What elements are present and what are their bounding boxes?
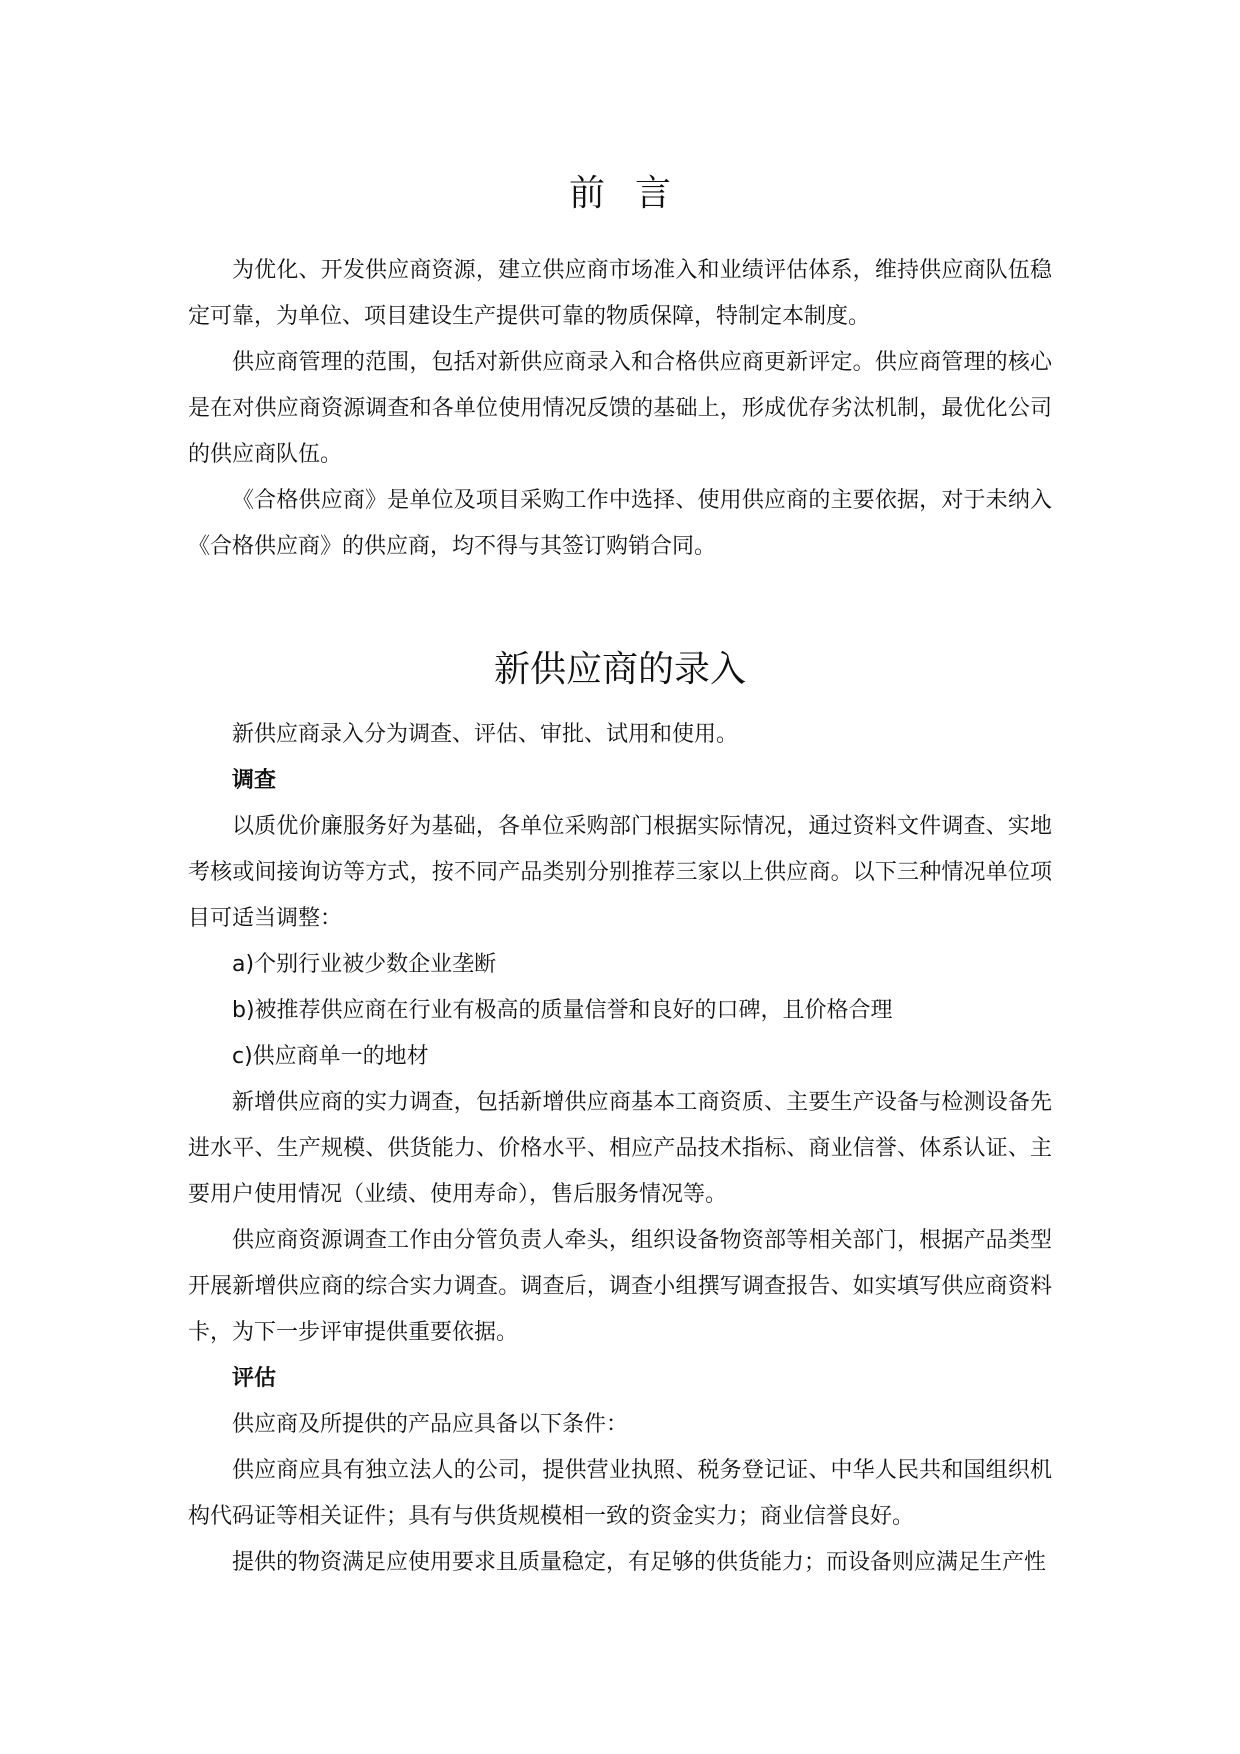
- preface-title: 前言: [568, 173, 701, 214]
- evaluation-paragraph-3: 提供的物资满足应使用要求且质量稳定，有足够的供货能力；而设备则应满足生产性: [232, 1550, 1047, 1575]
- section-title-new-supplier: 新供应商的录入: [493, 649, 746, 690]
- survey-list-item-a: a)个别行业被少数企业垄断: [232, 952, 497, 977]
- evaluation-paragraph-1: 供应商及所提供的产品应具备以下条件：: [232, 1412, 629, 1437]
- survey-list-item-b: b)被推荐供应商在行业有极高的质量信誉和良好的口碑，且价格合理: [232, 998, 893, 1023]
- preface-paragraph-3: 《合格供应商》是单位及项目采购工作中选择、使用供应商的主要依据，对于未纳入《合格供应商》的供应商，均不得与其签订购销合同。: [188, 488, 1052, 559]
- survey-list-item-c: c)供应商单一的地材: [232, 1044, 429, 1069]
- preface-paragraph-1: 为优化、开发供应商资源，建立供应商市场准入和业绩评估体系，维持供应商队伍稳定可靠，为单位、项目建设生产提供可靠的物质保障，特制定本制度。: [188, 258, 1052, 329]
- survey-paragraph-2: 新增供应商的实力调查，包括新增供应商基本工商资质、主要生产设备与检测设备先进水平、生产规模、供货能力、价格水平、相应产品技术指标、商业信誉、体系认证、主要用户使用情况（业绩、使用寿命），售后服务情况等。: [188, 1090, 1052, 1207]
- new-supplier-intro: 新供应商录入分为调查、评估、审批、试用和使用。: [232, 722, 739, 747]
- evaluation-paragraph-2: 供应商应具有独立法人的公司，提供营业执照、税务登记证、中华人民共和国组织机构代码证等相关证件；具有与供货规模相一致的资金实力；商业信誉良好。: [188, 1458, 1052, 1529]
- survey-paragraph-1: 以质优价廉服务好为基础，各单位采购部门根据实际情况，通过资料文件调查、实地考核或间接询访等方式，按不同产品类别分别推荐三家以上供应商。以下三种情况单位项目可适当调整：: [188, 814, 1052, 931]
- preface-paragraph-2: 供应商管理的范围，包括对新供应商录入和合格供应商更新评定。供应商管理的核心是在对供应商资源调查和各单位使用情况反馈的基础上，形成优存劣汰机制，最优化公司的供应商队伍。: [188, 350, 1052, 467]
- survey-paragraph-3: 供应商资源调查工作由分管负责人牵头，组织设备物资部等相关部门，根据产品类型开展新增供应商的综合实力调查。调查后，调查小组撰写调查报告、如实填写供应商资料卡，为下一步评审提供重要依据。: [188, 1228, 1052, 1345]
- subheading-evaluation: 评估: [232, 1366, 277, 1391]
- document-content: [188, 168, 1052, 1586]
- subheading-survey: 调查: [232, 768, 277, 793]
